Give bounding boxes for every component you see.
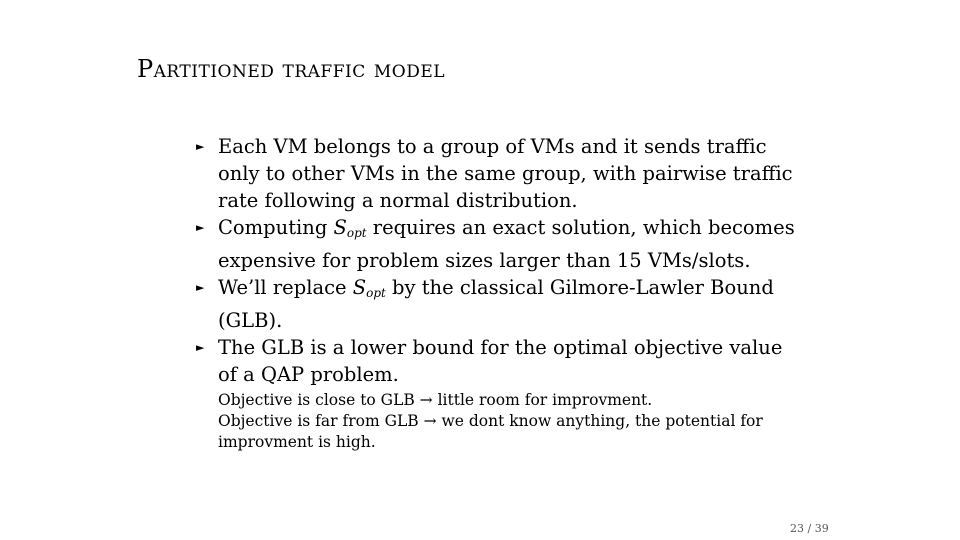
bullet-text-after: requires an exact solution, which becomes expensive for problem sizes larger than 15 VMs/slots. — [218, 216, 795, 272]
bullet-item — [196, 334, 796, 453]
bullet-text-before: We’ll replace — [218, 276, 353, 299]
page-number: 23 / 39 — [790, 522, 829, 535]
bullet-item — [196, 214, 796, 274]
math-symbol: S — [333, 216, 347, 239]
bullet-arrow-icon: ► — [196, 341, 205, 354]
slide-title: Partitioned traffic model — [137, 55, 446, 83]
bullet-list — [196, 133, 796, 453]
bullet-text-after: by the classical Gilmore-Lawler Bound (GLB). — [218, 276, 774, 332]
math-subscript: opt — [346, 226, 367, 240]
note-line: Objective is far from GLB → we dont know anything, the potential for improvment is high. — [218, 412, 763, 451]
bullet-arrow-icon: ► — [196, 221, 205, 234]
bullet-item — [196, 133, 796, 214]
bullet-text: The GLB is a lower bound for the optimal objective value of a QAP problem. — [218, 336, 783, 386]
bullet-arrow-icon: ► — [196, 281, 205, 294]
math-symbol: S — [352, 276, 367, 299]
note-block — [218, 390, 796, 453]
note-line: Objective is close to GLB → little room for improvment. — [218, 391, 653, 409]
bullet-item — [196, 274, 796, 334]
math-subscript: opt — [366, 286, 386, 300]
bullet-text-before: Computing — [218, 216, 334, 239]
bullet-arrow-icon: ► — [196, 140, 205, 153]
bullet-text: Each VM belongs to a group of VMs and it sends traffic only to other VMs in the same group, with pairwise traffic rate following a normal distribution. — [218, 135, 793, 212]
